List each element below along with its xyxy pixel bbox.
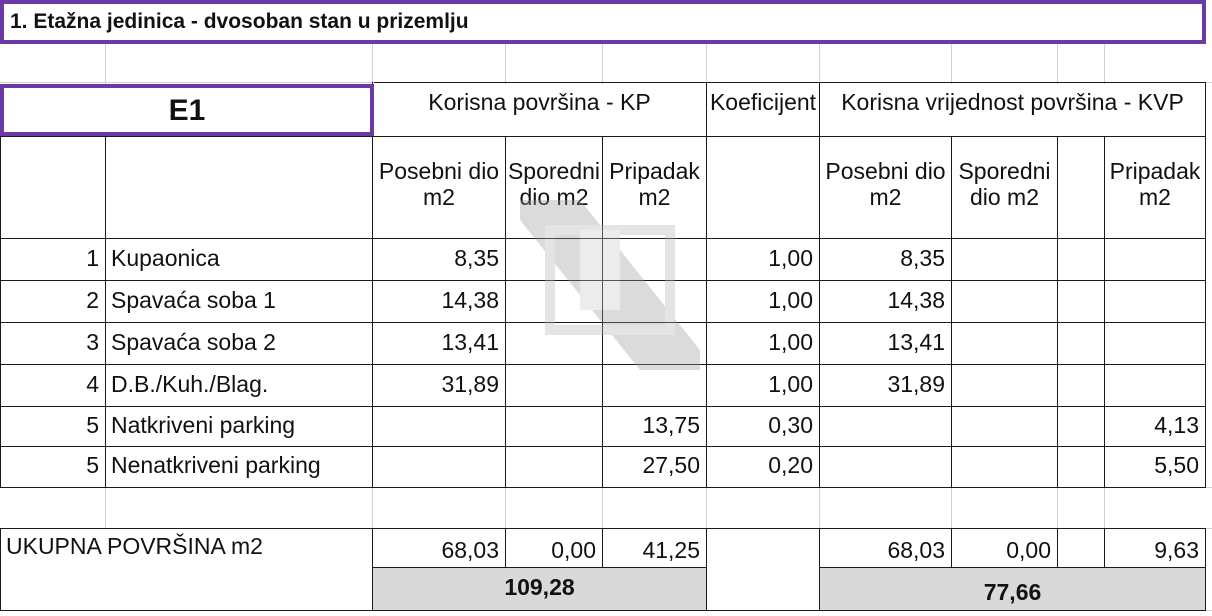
unit-label: E1 [0, 84, 374, 136]
cell-coefficient: 1,00 [768, 371, 813, 397]
cell-kp-posebni: 8,35 [454, 245, 499, 271]
cell-kp-posebni: 14,38 [441, 287, 499, 313]
row-number: 5 [86, 452, 99, 478]
totals-label: UKUPNA POVRŠINA m2 [6, 533, 263, 559]
cell-kp-pripadak: 27,50 [642, 452, 700, 478]
cell-kp-posebni: 13,41 [441, 329, 499, 355]
page-title: 1. Etažna jedinica - dvosoban stan u prizemlju [0, 0, 1206, 44]
subheader-line: dio m2 [969, 184, 1040, 210]
row-name: D.B./Kuh./Blag. [111, 371, 269, 397]
subheader-line: Pripadak [609, 158, 700, 184]
subheader-line: m2 [638, 184, 671, 210]
cell-kvp-posebni: 8,35 [900, 245, 945, 271]
subheader-line: Posebni dio [378, 158, 500, 184]
total-kvp-pripadak: 9,63 [1154, 537, 1199, 563]
cell-kvp-posebni: 31,89 [887, 371, 945, 397]
subheader-line: m2 [423, 184, 455, 210]
cell-kvp-posebni: 14,38 [887, 287, 945, 313]
cell-coefficient: 1,00 [768, 245, 813, 271]
row-number: 4 [86, 371, 99, 397]
total-kp-posebni: 68,03 [441, 537, 499, 563]
cell-coefficient: 1,00 [768, 287, 813, 313]
subheader-line: Posebni dio [825, 158, 946, 184]
sum-kp: 109,28 [373, 568, 706, 610]
row-number: 1 [86, 245, 99, 271]
cell-coefficient: 1,00 [768, 329, 813, 355]
cell-kvp-pripadak: 4,13 [1154, 412, 1199, 438]
cell-coefficient: 0,20 [768, 452, 813, 478]
total-kp-pripadak: 41,25 [642, 537, 700, 563]
total-kvp-sporedni: 0,00 [1006, 537, 1051, 563]
subheader-kp-posebni [373, 158, 505, 210]
cell-kp-pripadak: 13,75 [642, 412, 700, 438]
subheader-kvp-pripadak [1105, 158, 1205, 210]
agency-logo-watermark-icon [520, 200, 720, 370]
cell-kp-posebni: 31,89 [441, 371, 499, 397]
header-coefficient: Koeficijent [709, 89, 817, 115]
subheader-line: Pripadak [1109, 158, 1201, 184]
row-name: Natkriveni parking [111, 412, 296, 438]
cell-kvp-pripadak: 5,50 [1154, 452, 1199, 478]
subheader-line: m2 [869, 184, 902, 210]
header-kp-group: Korisna površina - KP [428, 89, 651, 115]
row-name: Spavaća soba 2 [111, 329, 276, 355]
total-kvp-posebni: 68,03 [887, 537, 945, 563]
total-kp-sporedni: 0,00 [551, 537, 596, 563]
subheader-line: dio m2 [519, 184, 589, 210]
row-number: 2 [86, 287, 99, 313]
header-kvp-group: Korisna vrijednost površina - KVP [841, 89, 1184, 115]
sum-kvp: 77,66 [820, 568, 1205, 610]
cell-kvp-posebni: 13,41 [887, 329, 945, 355]
row-name: Kupaonica [111, 245, 220, 271]
subheader-line: Sporedni [958, 158, 1051, 184]
subheader-kvp-posebni [820, 158, 951, 210]
row-number: 5 [86, 412, 99, 438]
row-name: Spavaća soba 1 [111, 287, 276, 313]
cell-coefficient: 0,30 [768, 412, 813, 438]
subheader-line: m2 [1139, 184, 1171, 210]
subheader-kvp-sporedni [952, 158, 1057, 210]
subheader-line: Sporedni [507, 158, 601, 184]
row-number: 3 [86, 329, 99, 355]
row-name: Nenatkriveni parking [111, 452, 321, 478]
